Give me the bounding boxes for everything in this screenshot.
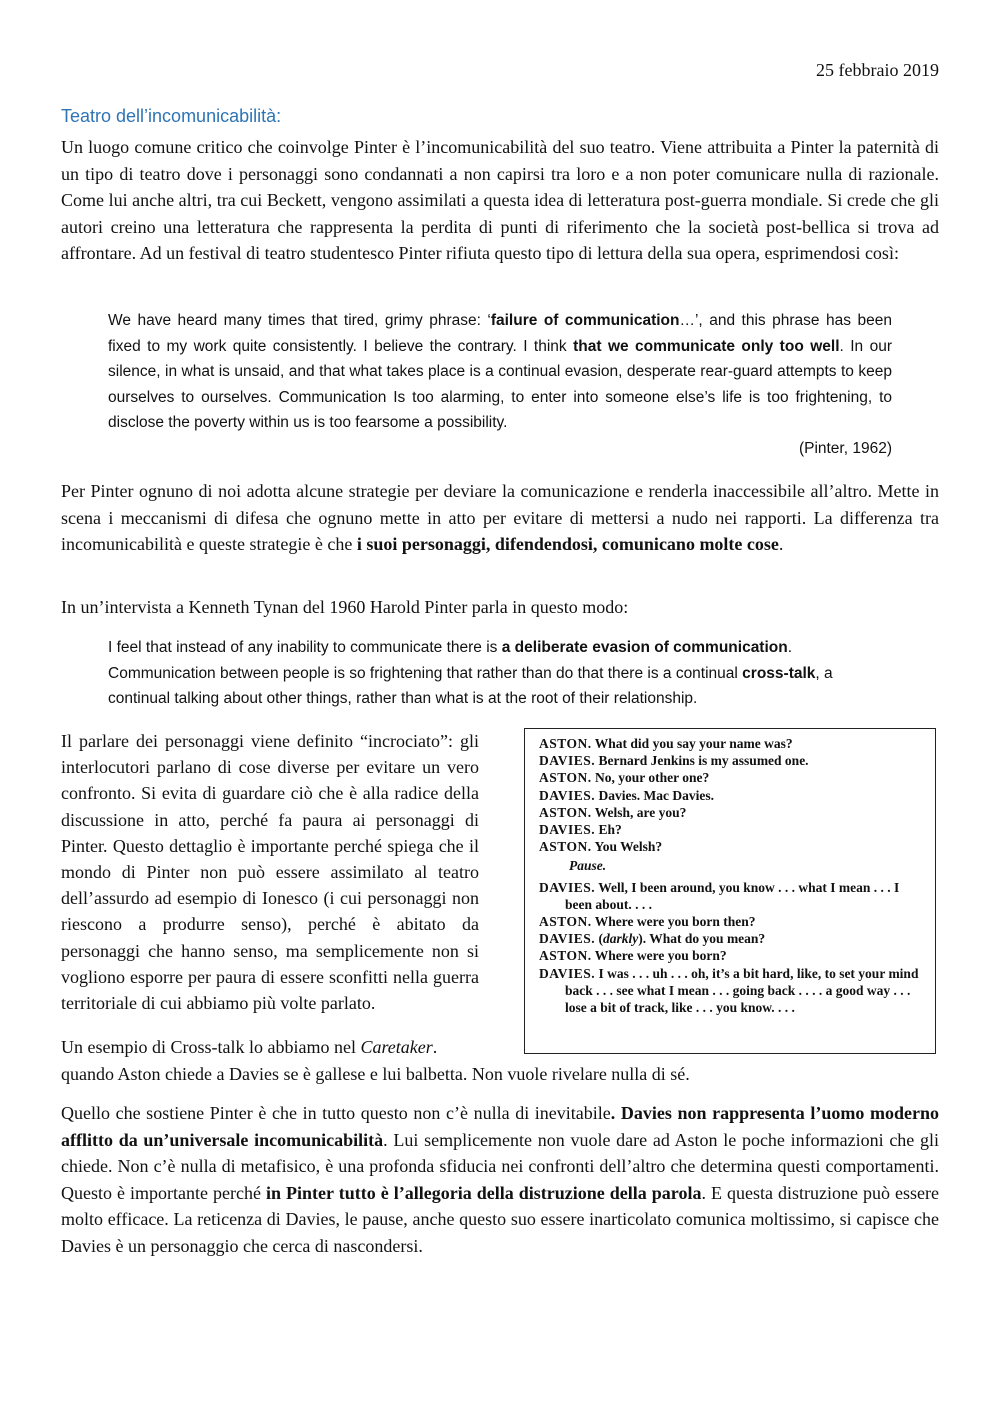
stage-direction: Pause. (569, 858, 607, 874)
line-text: What did you say your name was? (594, 736, 793, 751)
line-text: What do you mean? (649, 931, 766, 947)
speaker-name: ASTON. (539, 770, 592, 786)
script-line (539, 947, 923, 964)
paragraph-text: . E questa distruzione può essere molto efficace. La reticenza di Davies, le pause, anche questo suo essere inarticolato comunica moltissimo, si capisce che Davies è un personaggio che cerca di nascondersi. (61, 1182, 939, 1256)
speaker-name: DAVIES. (539, 965, 596, 981)
speaker-name: DAVIES. (539, 879, 596, 895)
caretaker-excerpt (524, 728, 936, 1054)
line-text: You Welsh? (594, 839, 663, 855)
script-line (539, 769, 923, 786)
script-line (539, 821, 923, 838)
speaker-name: ASTON. (539, 914, 592, 930)
line-text: Welsh, are you? (594, 804, 687, 820)
script-line (539, 787, 923, 804)
quote-emphasis: that we communicate only too well (573, 337, 840, 355)
paragraph-text: quando Aston chiede a Davies se è gallese e lui balbetta. Non vuole rivelare nulla di sé. (61, 1063, 690, 1084)
line-text: Where were you born then? (594, 914, 756, 930)
paragraph-text: . (432, 1037, 438, 1057)
quote-text: . In our silence, in what is unsaid, and that what takes place is a continual evasion, desperate rear-guard attempts to keep ourselves to ourselves. Communication Is too alarming, to enter into someone else’s life is too frightening, to disclose the poverty within us is too fearsome a possibility. (108, 337, 893, 431)
conclusion-paragraph (61, 1100, 939, 1259)
script-line (539, 913, 923, 930)
line-text: I was . . . uh . . . oh, it’s a bit hard, like, to set your mind back . . . see what I mean . . . going back . . . . a good way . . . lose a bit of track, like . . . you know. . . . (565, 965, 919, 1016)
quote-text: I feel that instead of any inability to communicate there is (108, 639, 502, 656)
section-heading: Teatro dell’incomunicabilità: (61, 106, 282, 126)
document-date: 25 febbraio 2019 (816, 60, 939, 80)
line-text: No, your other one? (595, 770, 710, 786)
quote-emphasis: cross-talk (742, 664, 816, 682)
speaker-name: DAVIES. (539, 753, 596, 769)
caretaker-example-paragraph (61, 1034, 939, 1087)
quote-citation: (Pinter, 1962) (798, 439, 892, 457)
speaker-name: ASTON. (539, 736, 592, 751)
line-text: Davies. Mac Davies. (598, 787, 715, 803)
paragraph-text: Per Pinter ognuno di noi adotta alcune strategie per deviare la comunicazione e renderla inaccessibile all’altro. Mette in scena i meccanismi di difesa che ognuno mette in atto per evitare di mettersi a nudo nei rapporti. La differenza tra incomunicabilità e queste strategie è che (61, 481, 939, 554)
quote-text: . Communication between people is so frightening that rather than do that there is a continual (108, 639, 793, 682)
speaker-name: DAVIES. (539, 787, 596, 803)
paragraph-emphasis: in Pinter tutto è l’allegoria della distruzione della parola (266, 1182, 702, 1203)
stage-direction: darkly (603, 931, 639, 947)
interview-intro: In un’intervista a Kenneth Tynan del 1960 Harold Pinter parla in questo modo: (61, 597, 629, 617)
line-text: Where were you born? (594, 948, 727, 964)
line-text: Well, I been around, you know . . . what I mean . . . I been about. . . . (565, 879, 900, 912)
tynan-interview-quote (108, 635, 892, 712)
paragraph-text: . (778, 534, 784, 554)
paragraph-text: . Lui semplicemente non vuole dare ad Aston le poche informazioni che gli chiede. Non c’è nulla di metafisico, è una profonda sfiducia nei confronti dell’altro che determina questi comportamenti. Questo è importante perché (61, 1129, 940, 1203)
script-dialogue (539, 735, 923, 1016)
quote-text: , a continual talking about other things, rather than what is at the root of their relationship. (108, 664, 833, 707)
quote-emphasis: a deliberate evasion of communication (501, 639, 788, 656)
play-title: Caretaker (360, 1037, 433, 1057)
line-text: Bernard Jenkins is my assumed one. (598, 753, 809, 769)
speaker-name: ASTON. (539, 804, 592, 820)
script-line: DAVIES. (darkly). What do you mean? (539, 931, 766, 947)
speaker-name: ASTON. (539, 839, 592, 855)
pinter-1962-quote (108, 308, 892, 461)
paragraph-text: Quello che sostiene Pinter è che in tutto questo non c’è nulla di inevitabile (61, 1103, 611, 1123)
speaker-name: DAVIES. (539, 822, 596, 838)
script-line (539, 752, 923, 769)
quote-text: We have heard many times that tired, grimy phrase: ‘ (108, 312, 491, 329)
script-line (539, 965, 923, 1017)
paragraph-emphasis: . Davies non rappresenta l’uomo moderno afflitto da un’universale incomunicabilità (61, 1103, 939, 1150)
strategies-paragraph (61, 478, 939, 558)
intro-paragraph: Un luogo comune critico che coinvolge Pinter è l’incomunicabilità del suo teatro. Viene attribuita a Pinter la paternità di un tipo di teatro dove i personaggi sono condannati a non capirsi tra loro e a non poter comunicare nulla di razionale. Come lui anche altri, tra cui Beckett, vengono assimilati a questa idea di letteratura post-guerra mondiale. Si crede che gli autori creino una letteratura che rappresenta la perdita di punti di riferimento che la società post-bellica si trova ad affrontare. Ad un festival di teatro studentesco Pinter rifiuta questo tipo di lettura della sua opera, esprimendosi così: (61, 137, 939, 263)
quote-text: …’, and this phrase has been fixed to my work quite consistently. I believe the contrary. I think (108, 312, 892, 355)
script-line (539, 838, 923, 855)
script-line (539, 804, 923, 821)
paragraph-emphasis: i suoi personaggi, difendendosi, comunicano molte cose (356, 534, 779, 554)
script-line (539, 735, 923, 752)
speaker-name: DAVIES. (539, 931, 596, 947)
quote-emphasis: failure of communication (490, 312, 680, 329)
cross-talk-paragraph: Il parlare dei personaggi viene definito “incrociato”: gli interlocutori parlano di cose diverse per evitare un vero confronto. Si evita di guardare ciò che è alla radice della discussione in atto, perché fa paura ai personaggi di Pinter. Questo dettaglio è importante perché spiega che il mondo di Pinter non può essere assimilato al teatro dell’assurdo ad esempio di Ionesco (i cui personaggi non riescono a produrre senso), perché è abitato da personaggi che hanno senso, ma semplicemente non si vogliono esporre per paura di essere sconfitti nella guerra territoriale di cui abbiamo più volte parlato. (61, 731, 479, 1014)
speaker-name: ASTON. (539, 948, 592, 964)
script-line (539, 879, 923, 913)
paragraph-text: Un esempio di Cross-talk lo abbiamo nel (61, 1037, 361, 1057)
line-text: Eh? (598, 822, 622, 838)
